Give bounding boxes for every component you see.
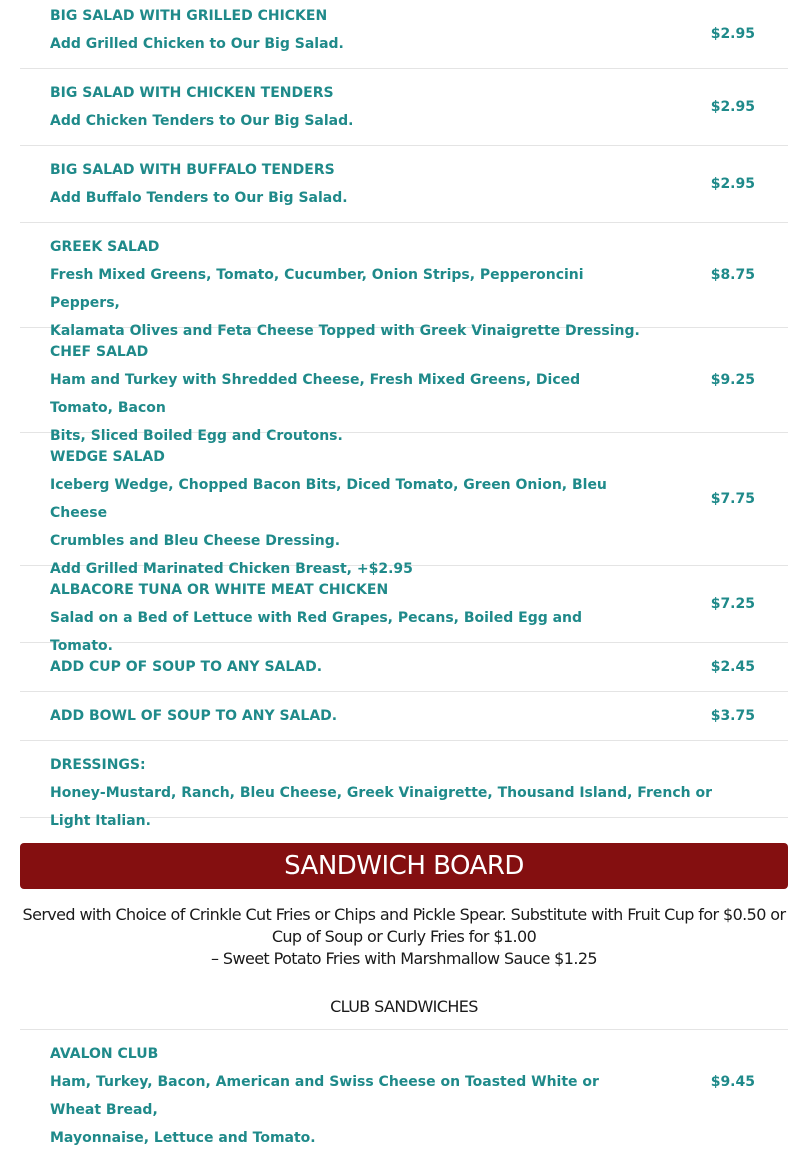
menu-item — [20, 433, 788, 577]
menu-item-name: ALBACORE TUNA OR WHITE MEAT CHICKEN — [50, 582, 389, 598]
menu-item — [20, 643, 788, 692]
served-with-note — [20, 904, 788, 970]
menu-item-description: Salad on a Bed of Lettuce with Red Grapes, Pecans, Boiled Egg and Tomato. — [50, 610, 583, 654]
menu-item — [20, 0, 788, 69]
menu-item-description: Add Grilled Chicken to Our Big Salad. — [50, 36, 344, 52]
club-sandwiches-heading: CLUB SANDWICHES — [330, 997, 478, 1016]
menu-item-price: $9.45 — [710, 1074, 755, 1090]
menu-item-name: GREEK SALAD — [50, 239, 160, 255]
menu-item-description: Ham, Turkey, Bacon, American and Swiss Cheese on Toasted White or Wheat Bread, — [50, 1074, 599, 1118]
menu-item-addon: Add Grilled Marinated Chicken Breast, +$2.95 — [50, 561, 413, 577]
menu-item-description: Kalamata Olives and Feta Cheese Topped with Greek Vinaigrette Dressing. — [50, 323, 640, 339]
menu-item-price: $7.25 — [710, 596, 755, 612]
menu-item-name: BIG SALAD WITH GRILLED CHICKEN — [50, 8, 328, 24]
menu-item-description: Bits, Sliced Boiled Egg and Croutons. — [50, 428, 343, 444]
menu-item — [20, 146, 788, 223]
menu-item-description: Add Buffalo Tenders to Our Big Salad. — [50, 190, 348, 206]
menu-item-name: WEDGE SALAD — [50, 449, 165, 465]
menu-item-description: Crumbles and Bleu Cheese Dressing. — [50, 533, 341, 549]
menu-item-description: Fresh Mixed Greens, Tomato, Cucumber, Onion Strips, Pepperoncini Peppers, — [50, 267, 584, 311]
menu-item — [20, 69, 788, 146]
menu-item-price: $8.75 — [710, 267, 755, 283]
served-note-line: Cup of Soup or Curly Fries for $1.00 — [271, 927, 537, 946]
served-note-line: – Sweet Potato Fries with Marshmallow Sauce $1.25 — [211, 949, 597, 968]
menu-item — [20, 1040, 788, 1152]
menu-item — [20, 692, 788, 741]
menu-item-name: CHEF SALAD — [50, 344, 149, 360]
menu-item-price: $7.75 — [710, 491, 755, 507]
divider — [20, 1029, 788, 1030]
menu-item-name: BIG SALAD WITH BUFFALO TENDERS — [50, 162, 335, 178]
sandwich-board-banner: SANDWICH BOARD — [20, 843, 788, 889]
menu-item-description: Ham and Turkey with Shredded Cheese, Fresh Mixed Greens, Diced Tomato, Bacon — [50, 372, 581, 416]
menu-item-price: $3.75 — [710, 708, 755, 724]
menu-item-description: Iceberg Wedge, Chopped Bacon Bits, Diced Tomato, Green Onion, Bleu Cheese — [50, 477, 607, 521]
menu-item-price: $9.25 — [710, 372, 755, 388]
menu-item-description: Add Chicken Tenders to Our Big Salad. — [50, 113, 354, 129]
menu-item — [20, 566, 788, 654]
menu-item-price: $2.95 — [710, 99, 755, 115]
salad-menu-list — [20, 0, 788, 829]
menu-item-name: AVALON CLUB — [50, 1046, 159, 1062]
menu-item-price: $2.95 — [710, 26, 755, 42]
menu-item-name: ADD BOWL OF SOUP TO ANY SALAD. — [50, 708, 338, 724]
menu-item-name: BIG SALAD WITH CHICKEN TENDERS — [50, 85, 334, 101]
dressings-list: Honey-Mustard, Ranch, Bleu Cheese, Greek Vinaigrette, Thousand Island, French or Light Italian. — [50, 785, 713, 829]
menu-item-price: $2.95 — [710, 176, 755, 192]
dressings-item — [20, 741, 788, 829]
menu-item-description: Mayonnaise, Lettuce and Tomato. — [50, 1130, 316, 1146]
served-note-line: Served with Choice of Crinkle Cut Fries or Chips and Pickle Spear. Substitute with Fruit Cup for $0.50 or — [22, 905, 786, 924]
menu-item-price: $2.45 — [710, 659, 755, 675]
menu-item-name: ADD CUP OF SOUP TO ANY SALAD. — [50, 659, 323, 675]
menu-item — [20, 328, 788, 444]
menu-item — [20, 223, 788, 339]
dressings-heading: DRESSINGS: — [50, 757, 146, 773]
